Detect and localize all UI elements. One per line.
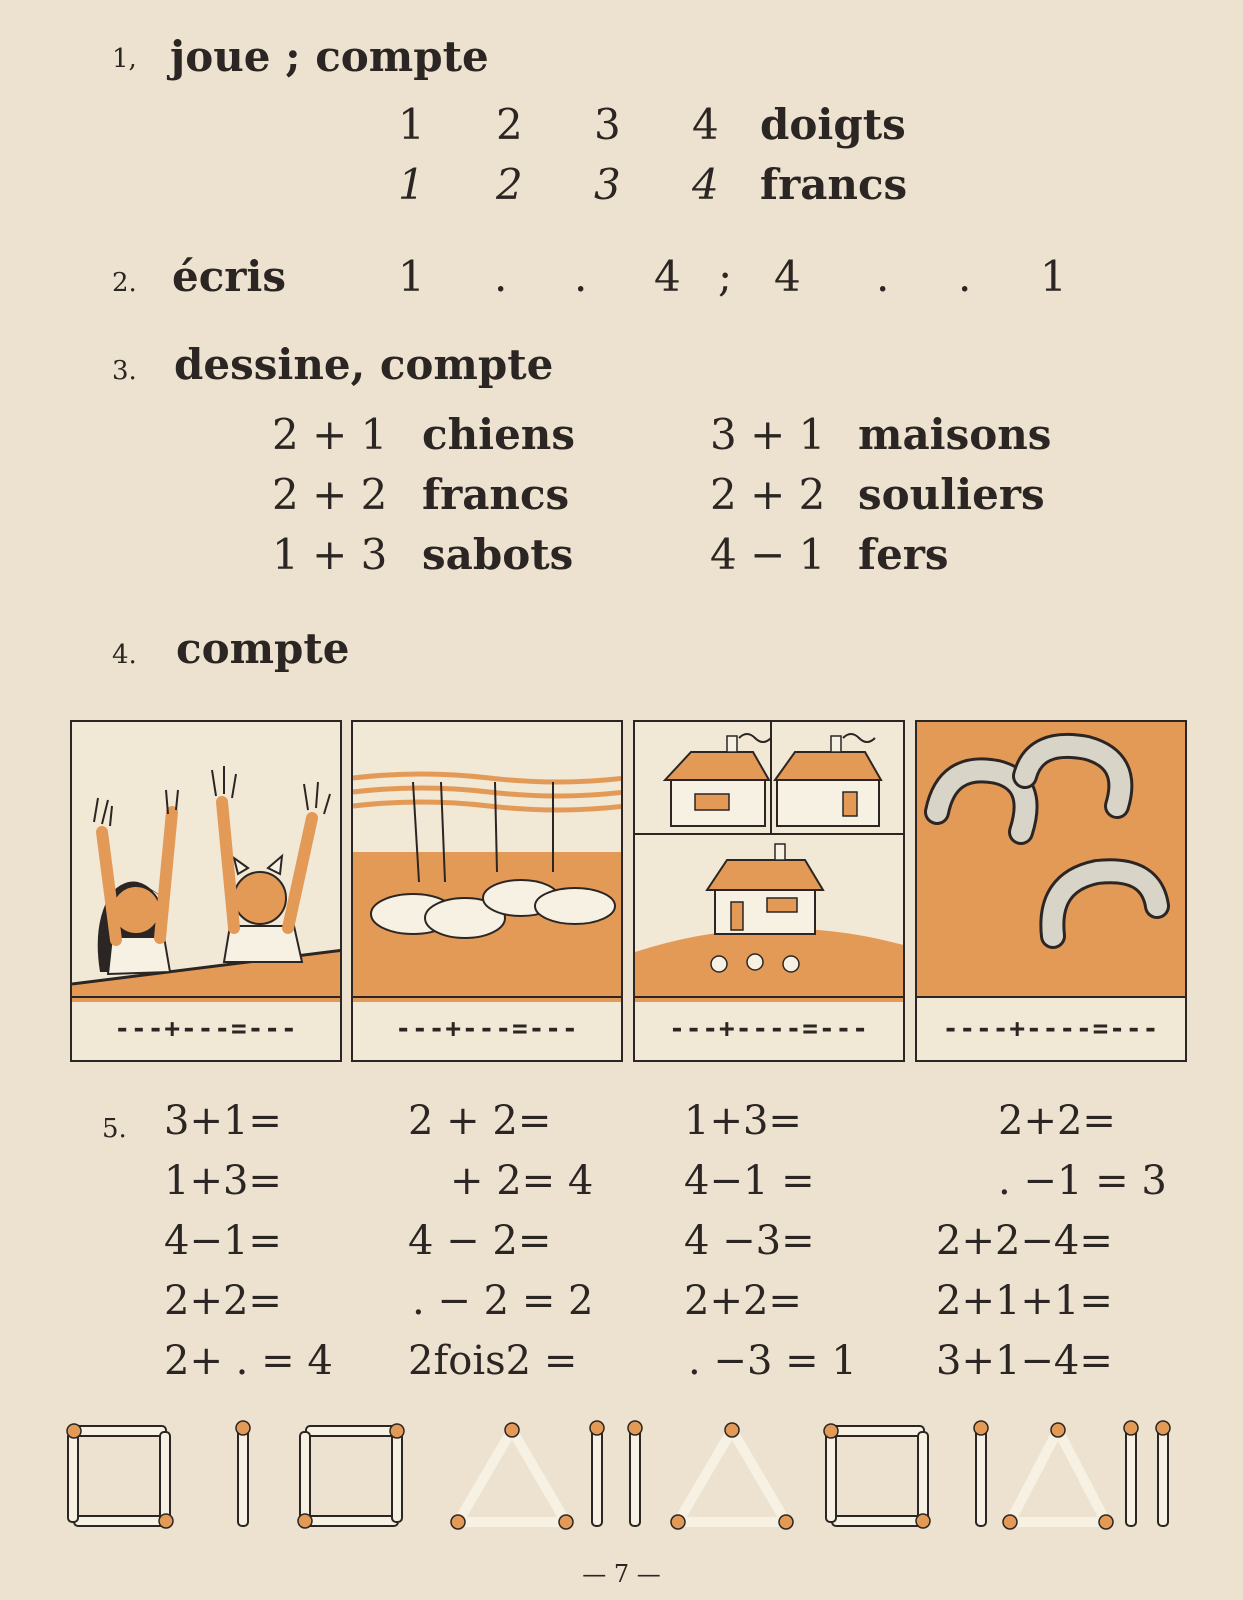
ex5-c3-r2: 4−1 = bbox=[684, 1158, 815, 1204]
picture-panel-children bbox=[70, 720, 342, 1062]
ex5-c2-r1: 2 + 2= bbox=[408, 1098, 552, 1144]
ex3-right-word-0: maisons bbox=[858, 410, 1052, 459]
ex3-right-word-2: fers bbox=[858, 530, 949, 579]
ex5-c4-r5: 3+1−4= bbox=[936, 1338, 1113, 1384]
ex1-row1-n3: 3 bbox=[594, 100, 621, 149]
ex5-c1-r5: 2+ . = 4 bbox=[164, 1338, 333, 1384]
ex2-seq-3: 4 bbox=[654, 252, 681, 301]
ex1-row1-word: doigts bbox=[760, 100, 906, 149]
ex5-c4-r2: . −1 = 3 bbox=[998, 1158, 1167, 1204]
ex1-row1-n2: 2 bbox=[496, 100, 523, 149]
ex1-row2-word: francs bbox=[760, 160, 908, 209]
equation-blank-2[interactable]: ---+---=--- bbox=[353, 996, 621, 1060]
ex3-right-expr-1: 2 + 2 bbox=[710, 470, 826, 519]
ex4-number: 4. bbox=[112, 640, 137, 670]
houses-illustration bbox=[635, 722, 905, 1002]
shoes-illustration bbox=[353, 722, 623, 1002]
ex5-c4-r4: 2+1+1= bbox=[936, 1278, 1113, 1324]
ex5-c1-r1: 3+1= bbox=[164, 1098, 282, 1144]
ex3-right-expr-2: 4 − 1 bbox=[710, 530, 826, 579]
ex1-row2-n1: 1 bbox=[398, 160, 425, 209]
ex5-c1-r4: 2+2= bbox=[164, 1278, 282, 1324]
ex3-left-word-2: sabots bbox=[422, 530, 574, 579]
ex2-seq-1: . bbox=[494, 252, 508, 301]
horseshoes-illustration bbox=[917, 722, 1187, 1002]
ex5-c2-r5: 2fois2 = bbox=[408, 1338, 578, 1384]
ex3-left-expr-2: 1 + 3 bbox=[272, 530, 388, 579]
ex3-left-expr-1: 2 + 2 bbox=[272, 470, 388, 519]
equation-blank-1[interactable]: ---+---=--- bbox=[72, 996, 340, 1060]
ex3-left-word-1: francs bbox=[422, 470, 570, 519]
ex5-c2-r4: . − 2 = 2 bbox=[412, 1278, 594, 1324]
equation-blank-3[interactable]: ---+----=--- bbox=[635, 996, 903, 1060]
ex3-number: 3. bbox=[112, 356, 137, 386]
ex1-row2-n3: 3 bbox=[594, 160, 621, 209]
ex3-left-word-0: chiens bbox=[422, 410, 575, 459]
ex2-instruction: écris bbox=[172, 252, 287, 301]
ex1-instruction: joue ; compte bbox=[170, 32, 489, 81]
page-number: — 7 — bbox=[582, 1560, 661, 1588]
ex1-number: 1, bbox=[112, 44, 137, 74]
ex3-right-expr-0: 3 + 1 bbox=[710, 410, 826, 459]
ex5-number: 5. bbox=[102, 1114, 127, 1144]
equation-blank-4[interactable]: ----+----=--- bbox=[917, 996, 1185, 1060]
ex2-seq-7: . bbox=[958, 252, 972, 301]
ex5-c3-r5: . −3 = 1 bbox=[688, 1338, 857, 1384]
ex5-c4-r3: 2+2−4= bbox=[936, 1218, 1113, 1264]
picture-panel-shoes bbox=[351, 720, 623, 1062]
ex2-seq-6: . bbox=[876, 252, 890, 301]
ex5-c3-r4: 2+2= bbox=[684, 1278, 802, 1324]
picture-panel-houses bbox=[633, 720, 905, 1062]
ex1-row2-n4: 4 bbox=[692, 160, 719, 209]
ex2-seq-0: 1 bbox=[398, 252, 425, 301]
match-stick-figures bbox=[60, 1418, 1190, 1538]
ex1-row1-n4: 4 bbox=[692, 100, 719, 149]
ex4-instruction: compte bbox=[176, 624, 350, 673]
ex5-c1-r3: 4−1= bbox=[164, 1218, 282, 1264]
ex2-seq-4: ; bbox=[718, 252, 733, 301]
ex2-seq-8: 1 bbox=[1040, 252, 1067, 301]
ex2-seq-2: . bbox=[574, 252, 588, 301]
ex2-seq-5: 4 bbox=[774, 252, 801, 301]
ex3-left-expr-0: 2 + 1 bbox=[272, 410, 388, 459]
children-raising-hands-illustration bbox=[72, 722, 342, 1002]
ex5-c3-r1: 1+3= bbox=[684, 1098, 802, 1144]
picture-panel-horseshoes bbox=[915, 720, 1187, 1062]
ex5-c1-r2: 1+3= bbox=[164, 1158, 282, 1204]
ex5-c2-r2: + 2= 4 bbox=[450, 1158, 594, 1204]
ex3-instruction: dessine, compte bbox=[174, 340, 554, 389]
ex1-row1-n1: 1 bbox=[398, 100, 425, 149]
ex5-c4-r1: 2+2= bbox=[998, 1098, 1116, 1144]
ex1-row2-n2: 2 bbox=[496, 160, 523, 209]
ex5-c2-r3: 4 − 2= bbox=[408, 1218, 552, 1264]
ex2-number: 2. bbox=[112, 268, 137, 298]
ex5-c3-r3: 4 −3= bbox=[684, 1218, 815, 1264]
ex3-right-word-1: souliers bbox=[858, 470, 1045, 519]
